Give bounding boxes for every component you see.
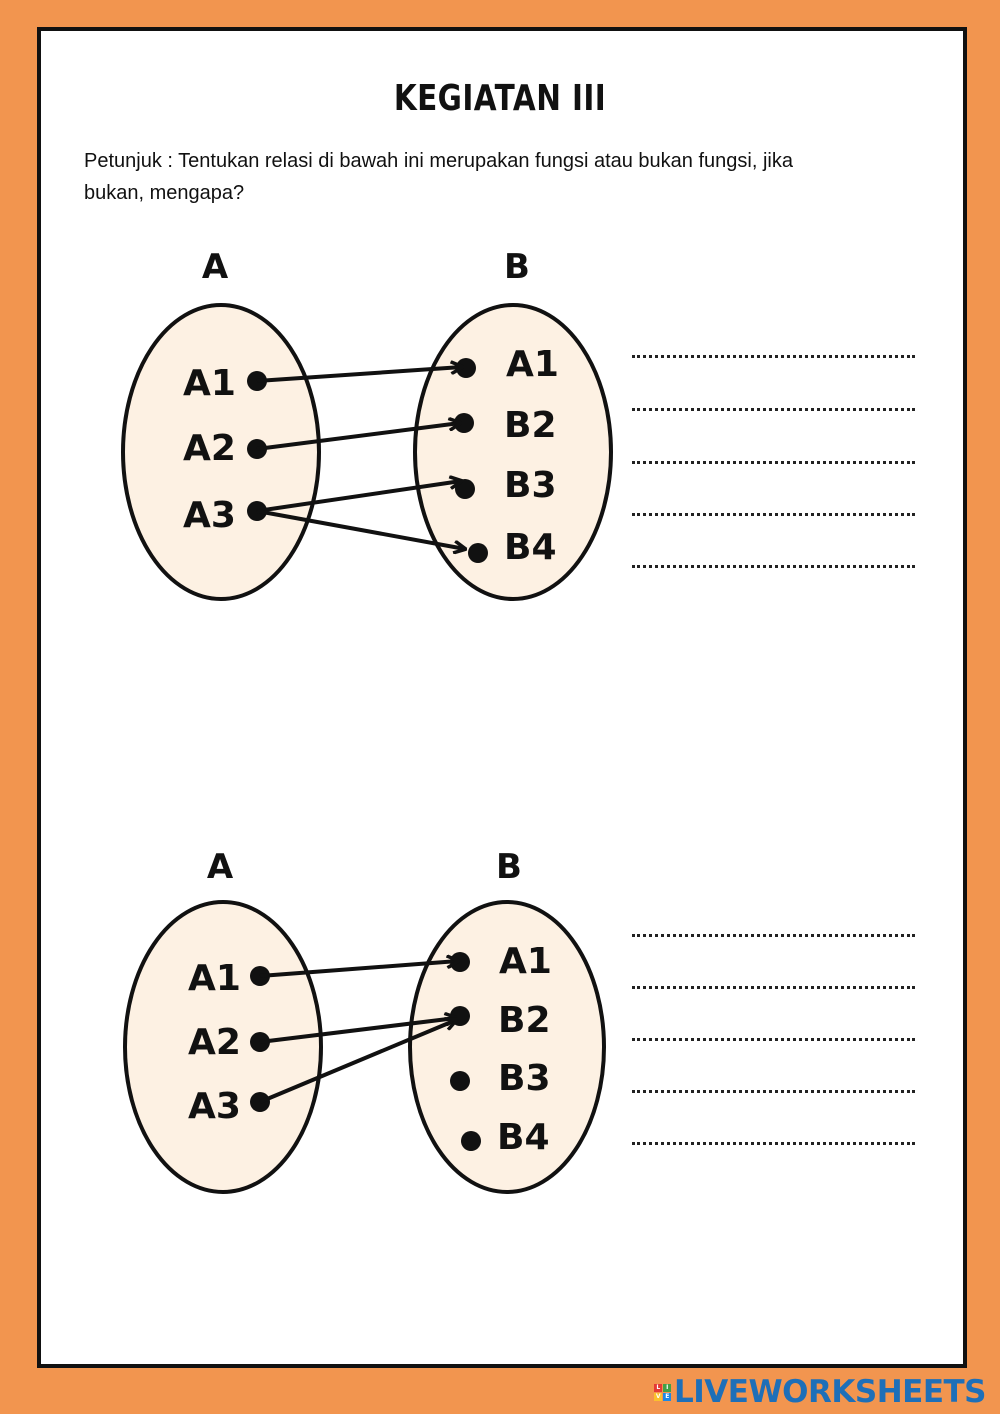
domain-element: A1 [188,958,241,999]
codomain-element: B3 [498,1058,551,1099]
codomain-element: B2 [498,1000,551,1041]
set-a-label: A [201,247,229,287]
codomain-point [468,543,488,563]
codomain-element: B4 [504,527,557,568]
domain-element: A3 [188,1086,241,1127]
answer-line[interactable] [632,355,915,358]
codomain-element: A1 [499,941,552,982]
codomain-element: B3 [504,465,557,506]
domain-element: A2 [183,428,236,469]
instruction-text: Petunjuk : Tentukan relasi di bawah ini merupakan fungsi atau bukan fungsi, jika bukan, mengapa? [84,150,793,204]
answer-line[interactable] [632,408,915,411]
domain-element: A1 [183,363,236,404]
answer-line[interactable] [632,1038,915,1041]
set-b-label: B [496,847,522,887]
answer-line[interactable] [632,934,915,937]
answer-line[interactable] [632,461,915,464]
answer-line[interactable] [632,513,915,516]
codomain-point [450,1071,470,1091]
set-a-label: A [206,847,234,887]
diagram-2 [125,847,604,1192]
answer-line[interactable] [632,1142,915,1145]
codomain-element: A1 [506,344,559,385]
set-b-label: B [504,247,530,287]
codomain-element: B4 [497,1117,550,1158]
liveworksheets-watermark [654,1374,986,1410]
answer-line[interactable] [632,986,915,989]
watermark-text: LIVEWORKSHEETS [674,1374,986,1410]
codomain-element: B2 [504,405,557,446]
domain-element: A2 [188,1022,241,1063]
diagram-1 [123,247,611,599]
liveworksheets-logo-icon: L I V E [654,1384,671,1401]
domain-element: A3 [183,495,236,536]
codomain-point [461,1131,481,1151]
page-title: KEGIATAN III [393,78,607,119]
answer-line[interactable] [632,1090,915,1093]
answer-line[interactable] [632,565,915,568]
